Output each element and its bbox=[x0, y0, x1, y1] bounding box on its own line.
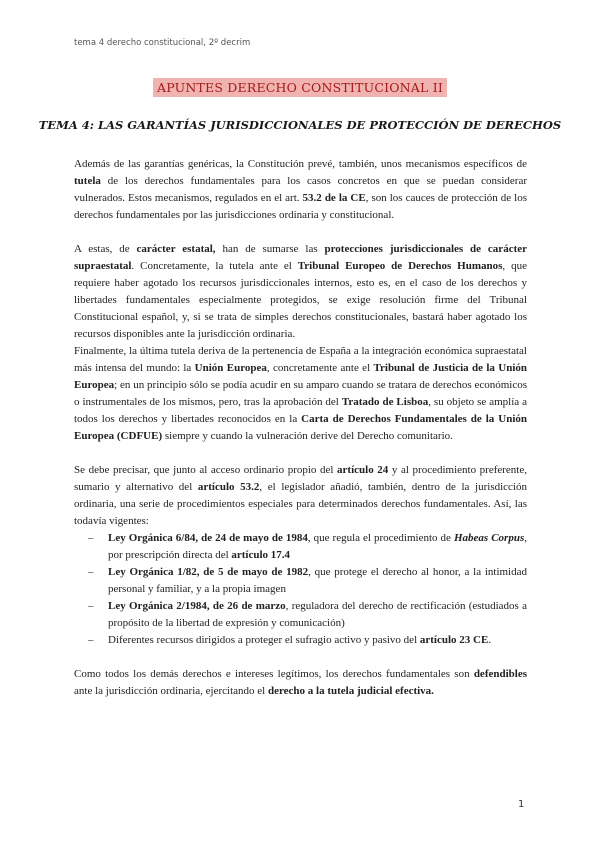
bold-text: Tratado de Lisboa bbox=[341, 396, 429, 408]
bold-text: Ley Orgánica 1/82, de 5 de mayo de 1982 bbox=[108, 566, 309, 578]
text: A estas, de bbox=[74, 243, 137, 255]
document-body bbox=[74, 156, 527, 700]
running-header: tema 4 derecho constitucional, 2º decrim bbox=[74, 38, 251, 48]
paragraph-intro bbox=[74, 156, 527, 224]
list-item bbox=[108, 598, 527, 632]
bold-text: defendibles bbox=[473, 668, 527, 680]
bold-text: artículo 53.2 bbox=[197, 481, 260, 493]
text: Finalmente, la última tutela deriva de la pertenencia de España a la integración económica supraestatal más intensa del mundo: la bbox=[74, 345, 527, 374]
text: Diferentes recursos dirigidos a proteger el sufragio activo y pasivo del bbox=[108, 634, 420, 646]
bold-italic-text: Habeas Corpus bbox=[453, 532, 525, 544]
bold-text: Carta de Derechos Fundamentales de la Unión Europea (CDFUE) bbox=[74, 413, 527, 442]
bold-text: artículo 24 bbox=[337, 464, 389, 476]
bold-text: Ley Orgánica 2/1984, de 26 de marzo bbox=[108, 600, 286, 612]
paragraph-eu bbox=[74, 343, 527, 445]
text: han de sumarse las bbox=[215, 243, 325, 255]
text: , son los cauces de protección de los derechos fundamentales por las jurisdicciones ordinaria y constitucional. bbox=[74, 192, 528, 221]
bold-text: derecho a la tutela judicial efectiva. bbox=[267, 685, 434, 697]
text: de los derechos fundamentales para los casos concretos en que se puedan considerar vulnerados. Estos mecanismos, regulados en el art. bbox=[74, 175, 527, 204]
text: . Concretamente, la tutela ante el bbox=[131, 260, 298, 272]
paragraph-procedures bbox=[74, 462, 527, 530]
text: , por prescripción directa del bbox=[108, 532, 527, 561]
bold-text: Ley Orgánica 6/84, de 24 de mayo de 1984 bbox=[108, 532, 308, 544]
bold-text: carácter estatal, bbox=[136, 243, 216, 255]
text: , que regula el procedimiento de bbox=[307, 532, 454, 544]
text: , reguladora del derecho de rectificación (estudiados a propósito de la libertad de expresión y comunicación) bbox=[108, 600, 527, 629]
text: Se debe precisar, que junto al acceso ordinario propio del bbox=[74, 464, 338, 476]
title-container bbox=[0, 78, 600, 97]
bold-text: 53.2 de la CE bbox=[302, 192, 366, 204]
text: . bbox=[488, 634, 492, 646]
bold-text: artículo 23 CE bbox=[419, 634, 489, 646]
bold-text: tutela bbox=[74, 175, 101, 187]
text: ; en un principio sólo se podía acudir en su amparo cuando se tratara de derechos económicos o instrumentales de los mismos, pero, tras la aprobación del bbox=[74, 379, 527, 408]
list-item bbox=[108, 530, 527, 564]
paragraph-conclusion bbox=[74, 666, 527, 700]
list-item bbox=[108, 564, 527, 598]
bold-text: protecciones jurisdiccionales de carácter supraestatal bbox=[74, 243, 527, 272]
procedures-list bbox=[74, 530, 527, 649]
text: , que protege el derecho al honor, a la intimidad personal y familiar, y a la propia imagen bbox=[108, 566, 527, 595]
list-item bbox=[108, 632, 527, 649]
document-title: APUNTES DERECHO CONSTITUCIONAL II bbox=[153, 78, 447, 97]
text: , su objeto se amplía a todos los derechos y libertades reconocidos en la bbox=[74, 396, 527, 425]
text: , el legislador añadió, también, dentro de la jurisdicción ordinaria, una serie de procedimientos especiales para determinados derechos fundamentales. Así, las todavía vigentes: bbox=[74, 481, 527, 527]
bold-text: Tribunal de Justicia de la Unión Europea bbox=[74, 362, 527, 391]
text: , concretamente ante el bbox=[266, 362, 374, 374]
text: Además de las garantías genéricas, la Constitución prevé, también, unos mecanismos específicos de bbox=[74, 158, 527, 170]
bold-text: Tribunal Europeo de Derechos Humanos bbox=[297, 260, 503, 272]
text: ante la jurisdicción ordinaria, ejercitando el bbox=[74, 685, 268, 697]
paragraph-supranational bbox=[74, 241, 527, 343]
bold-text: artículo 17.4 bbox=[231, 549, 291, 561]
text: y al procedimiento preferente, sumario y alternativo del bbox=[74, 464, 527, 493]
text: Como todos los demás derechos e intereses legítimos, los derechos fundamentales son bbox=[74, 668, 474, 680]
text: siempre y cuando la vulneración derive del Derecho comunitario. bbox=[162, 430, 453, 442]
bold-text: Unión Europea bbox=[194, 362, 267, 374]
text: , que requiere haber agotado los recursos jurisdiccionales internos, esto es, en el caso de los derechos y libertades fundamentales especialmente protegidos, se exige resolución firme del Tribunal Constitucional español, y, si se trata de simples derechos constitucionales, bastará haber agotado los recursos disponibles ante la jurisdicción ordinaria. bbox=[74, 260, 527, 340]
document-subtitle: TEMA 4: LAS GARANTÍAS JURISDICCIONALES DE PROTECCIÓN DE DERECHOS bbox=[38, 118, 562, 132]
page-number: 1 bbox=[518, 799, 525, 810]
